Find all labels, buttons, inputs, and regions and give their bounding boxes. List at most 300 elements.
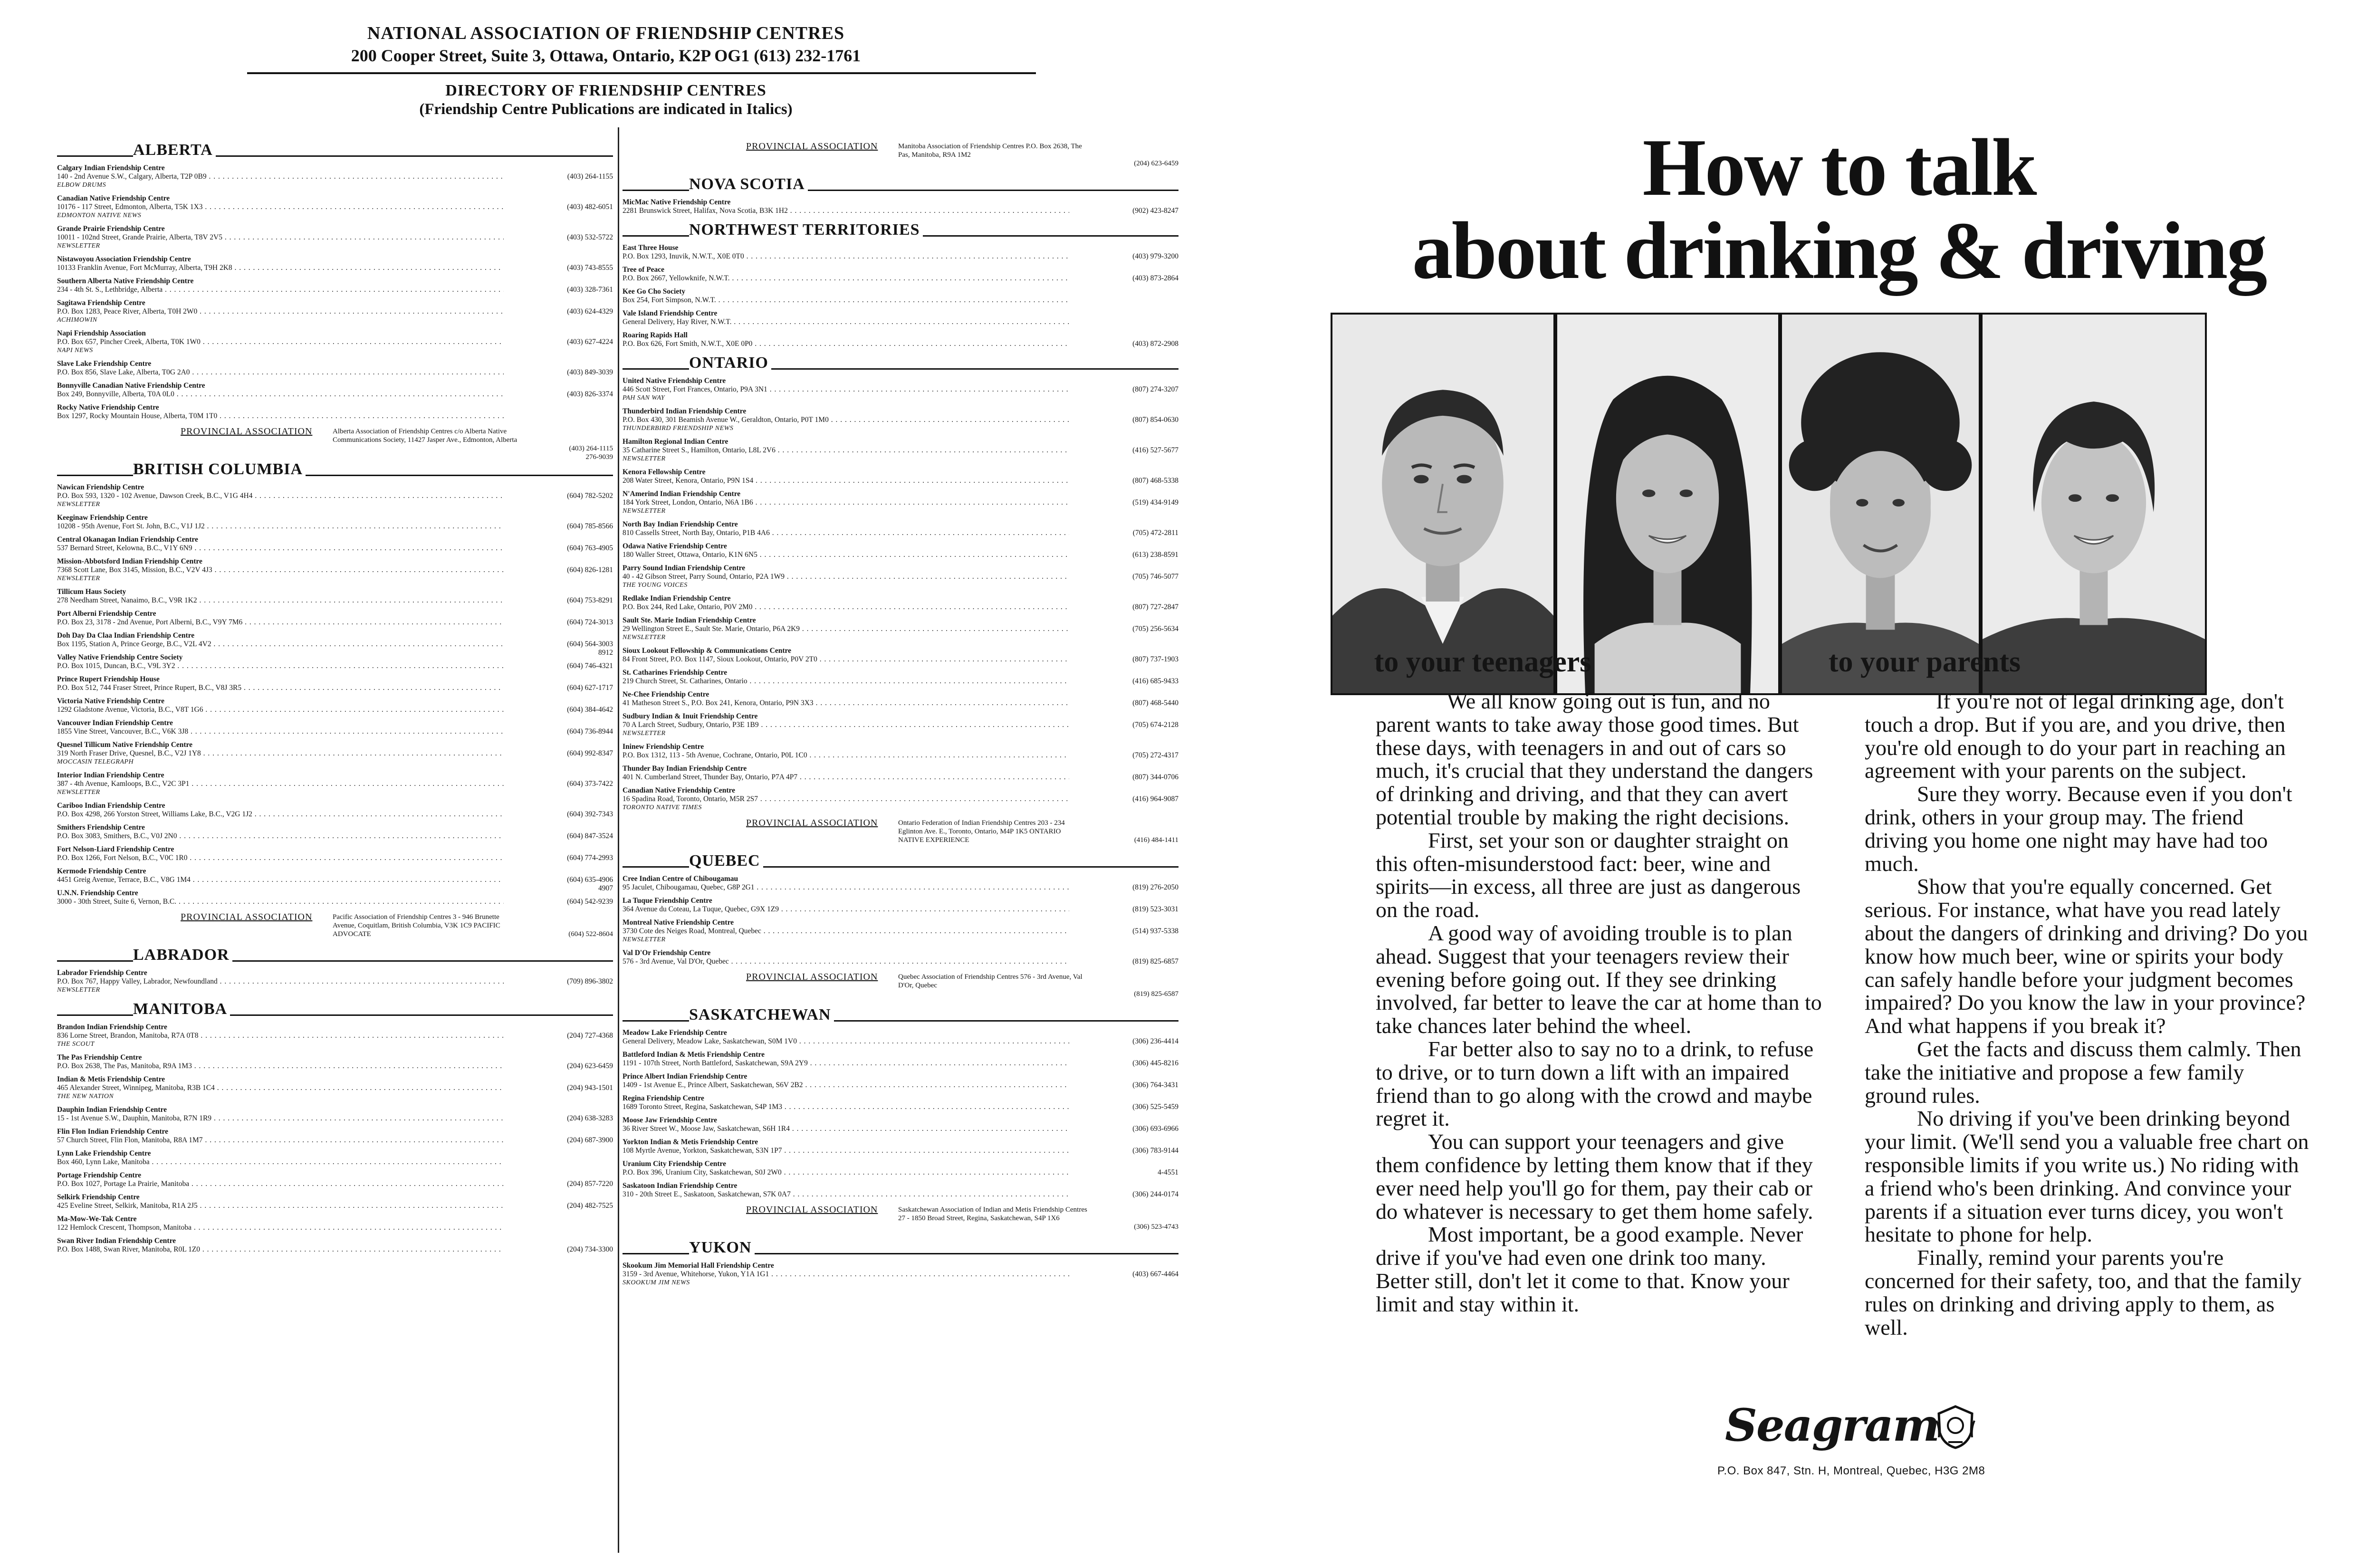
directory-entry [623,244,1178,261]
association-address: Saskatchewan Association of Indian and Metis Friendship Centres 27 - 1850 Broad Street, Regina, Saskatchewan, S4P 1X6 [898,1206,1087,1222]
centre-phone: (204) 734-3300 [567,1245,613,1253]
parents-body-column [1865,690,2311,1339]
centre-address: 84 Front Street, P.O. Box 1147, Sioux Lookout, Ontario, P0V 2T0 . . . [623,655,1069,664]
organization-address: 200 Cooper Street, Suite 3, Ottawa, Ontario, K2P OG1 (613) 232-1761 [351,46,861,65]
centre-phone: (403) 624-4329 [567,307,613,316]
directory-entry [623,712,1178,738]
centre-name: Indian & Metis Friendship Centre [57,1075,165,1083]
centre-phone: (204) 623-6459 [567,1062,613,1070]
centre-address: 425 Eveline Street, Selkirk, Manitoba, R1A 2J5 . . . [57,1202,504,1210]
centre-name: U.N.N. Friendship Centre [57,889,138,897]
centre-publication: PAH SAN WAY [623,394,665,402]
provincial-association-label: PROVINCIAL ASSOCIATION [746,818,878,828]
provincial-association [623,1205,1178,1233]
centre-address: P.O. Box 1027, Portage La Prairie, Manitoba . . . [57,1180,504,1188]
centre-phone: (604) 847-3524 [567,832,613,840]
centre-name: Thunder Bay Indian Friendship Centre [623,765,747,773]
provincial-association [623,819,1178,846]
directory-entry [57,741,613,766]
directory-entry [57,697,613,714]
centre-name: Roaring Rapids Hall [623,331,688,339]
centre-name: N'Amerind Indian Friendship Centre [623,490,741,498]
centre-name: Portage Friendship Centre [57,1171,142,1179]
ad-title-line-1: How to talk [1642,123,2036,213]
province-heading [57,997,613,1018]
centre-phone: (604) 746-4321 [567,662,613,670]
directory-title: DIRECTORY OF FRIENDSHIP CENTRES [445,82,766,99]
centre-publication: NEWSLETTER [57,242,100,249]
centre-name: Smithers Friendship Centre [57,823,145,832]
centre-phone: (807) 468-5440 [1132,699,1178,707]
directory-entry [57,1106,613,1123]
centre-address: P.O. Box 396, Uranium City, Saskatchewan, S0J 2W0 . . . [623,1168,1069,1177]
centre-phone: (306) 445-8216 [1132,1059,1178,1067]
centre-phone: (819) 276-2050 [1132,883,1178,891]
centre-name: Montreal Native Friendship Centre [623,918,734,927]
centre-phone: (709) 896-3802 [567,977,613,985]
directory-entry [623,1072,1178,1090]
directory-entry [57,1075,613,1101]
directory-entry [623,897,1178,914]
centre-name: Bonnyville Canadian Native Friendship Centre [57,382,205,390]
association-address: Alberta Association of Friendship Centres c/o Alberta Native Communications Society, 11427 Jasper Ave., Edmonton, Alberta [333,428,517,444]
parents-paragraph: Sure they worry. Because even if you don't drink, others in your group may. The friend driving you home one night may have had too much. [1865,782,2292,876]
province-section [57,943,613,994]
centre-name: Port Alberni Friendship Centre [57,610,156,618]
centre-publication: NEWSLETTER [623,507,666,515]
centre-name: Nawican Friendship Centre [57,483,144,491]
centre-phone: 4-4551 [1158,1168,1178,1176]
directory-entry [623,1051,1178,1068]
centre-name: Quesnel Tillicum Native Friendship Centre [57,741,193,749]
centre-name: United Native Friendship Centre [623,377,726,385]
centre-name: Doh Day Da Claa Indian Friendship Centre [57,631,195,640]
teens-paragraph: A good way of avoiding trouble is to plan ahead. Suggest that your teenagers review their evening before going out. If they see drinking involved, far better to leave the car at home than to take chances later behind the wheel. [1376,920,1822,1038]
centre-publication: ACHIMOWIN [57,316,97,324]
centre-name: Sault Ste. Marie Indian Friendship Centre [623,616,756,624]
centre-phone: (403) 328-7361 [567,286,613,294]
centre-phone: (705) 674-2128 [1132,721,1178,729]
centre-phone: (403) 849-3039 [567,368,613,376]
association-address: Manitoba Association of Friendship Centres P.O. Box 2638, The Pas, Manitoba, R9A 1M2 [898,143,1082,159]
centre-phone: (604) 826-1281 [567,566,613,574]
centre-address: 1292 Gladstone Avenue, Victoria, B.C., V8T 1G6 . . . [57,706,504,714]
parents-paragraph: Show that you're equally concerned. Get serious. For instance, what have you read lately about the dangers of drinking and driving? Do you know how much beer, wine or spirits your body can safely handle before your judgment becomes impaired? Do you know the law in your province? And what happens if you break it? [1865,874,2308,1038]
province-rule [57,1014,133,1016]
centre-address: 122 Hemlock Crescent, Thompson, Manitoba . . . [57,1224,504,1232]
centre-name: Canadian Native Friendship Centre [57,194,170,202]
directory-entry [57,1171,613,1188]
province-section [623,1003,1178,1233]
centre-phone: (807) 727-2847 [1132,603,1178,611]
directory-column-right [623,135,1178,1287]
centre-address: 36 River Street W., Moose Jaw, Saskatchewan, S6H 1R4 . . . [623,1125,1069,1133]
directory-entry [623,690,1178,708]
centre-address: 140 - 2nd Avenue S.W., Calgary, Alberta, T2P 0B9 . . . [57,172,504,181]
centre-name: Parry Sound Indian Friendship Centre [623,564,746,572]
centre-phone: (204) 638-3283 [567,1114,613,1122]
centre-address: P.O. Box 3083, Smithers, B.C., V0J 2N0 . . . [57,832,504,841]
centre-address: P.O. Box 1488, Swan River, Manitoba, R0L 1Z0 . . . [57,1245,504,1254]
centre-name: Interior Indian Friendship Centre [57,771,164,779]
centre-address: 836 Lorne Street, Brandon, Manitoba, R7A 0T8 . . . [57,1032,504,1040]
centre-phone: (416) 964-9087 [1132,795,1178,803]
centre-name: Cariboo Indian Friendship Centre [57,802,165,810]
centre-phone: (403) 627-4224 [567,338,613,346]
parents-paragraph: If you're not of legal drinking age, don't touch a drop. But if you are, and you drive, then you're old enough to do your part in reaching an agreement with your parents on the subject. [1865,689,2286,783]
seagram-logo [1725,1399,2010,1456]
centre-name: Thunderbird Indian Friendship Centre [623,407,747,415]
directory-entry [623,1262,1178,1287]
directory-entry [623,765,1178,782]
organization-name: NATIONAL ASSOCIATION OF FRIENDSHIP CENTRES [367,23,845,43]
centre-name: Vancouver Indian Friendship Centre [57,719,173,727]
centre-address: 446 Scott Street, Fort Frances, Ontario, P9A 3N1 . . . [623,385,1069,394]
centre-address: 3159 - 3rd Avenue, Whitehorse, Yukon, Y1A 1G1 . . . [623,1270,1069,1279]
portrait-man-photo [1331,313,1555,695]
portrait-short-hair-woman-photo [1981,313,2207,695]
directory-entry [57,653,613,670]
centre-phone: (403) 872-2908 [1132,340,1178,348]
centre-phone: (306) 783-9144 [1132,1147,1178,1155]
centre-address: P.O. Box 1283, Peace River, Alberta, T0H 2W0 . . . [57,307,504,316]
centre-name: Cree Indian Centre of Chibougamau [623,875,738,883]
province-heading [623,218,1178,239]
provincial-association-label: PROVINCIAL ASSOCIATION [746,972,878,982]
province-name: MANITOBA [133,1000,228,1018]
centre-address: 10133 Franklin Avenue, Fort McMurray, Alberta, T9H 2K8 . . . [57,264,504,272]
province-section [623,218,1178,348]
centre-phone: (604) 992-8347 [567,749,613,757]
centre-name: Fort Nelson-Liard Friendship Centre [57,845,174,853]
centre-address: 7368 Scott Lane, Box 3145, Mission, B.C., V2V 4J3 . . . [57,566,504,574]
centre-name: Kee Go Cho Society [623,287,686,296]
directory-entry [57,299,613,325]
centre-name: Flin Flon Indian Friendship Centre [57,1128,168,1136]
centre-name: Odawa Native Friendship Centre [623,542,727,550]
province-rule [57,155,133,157]
centre-address: 401 N. Cumberland Street, Thunder Bay, Ontario, P7A 4P7 . . . [623,773,1069,782]
centre-address: Box 460, Lynn Lake, Manitoba . . . [57,1158,504,1166]
province-name: LABRADOR [133,946,230,964]
centre-name: St. Catharines Friendship Centre [623,669,728,677]
centre-address: 364 Avenue du Coteau, La Tuque, Quebec, G9X 1Z9 . . . [623,905,1069,914]
centre-publication: EDMONTON NATIVE NEWS [57,212,142,219]
centre-address: 29 Wellington Street E., Sault Ste. Marie, Ontario, P6A 2K9 . . . [623,625,1069,633]
province-name: SASKATCHEWAN [689,1006,831,1023]
centre-address: 10208 - 95th Avenue, Fort St. John, B.C., V1J 1J2 . . . [57,522,504,531]
directory-entry [623,1116,1178,1133]
centre-phone-alt: 4907 [598,884,613,892]
province-rule [623,1253,689,1254]
directory-entry [57,719,613,736]
centre-phone: (902) 423-8247 [1132,207,1178,215]
centre-address: General Delivery, Hay River, N.W.T. . . . [623,318,1069,326]
directory-entry [623,594,1178,612]
association-phone: (604) 522-8604 [568,930,613,938]
brand-address: P.O. Box 847, Stn. H, Montreal, Quebec, H3G 2M8 [1717,1464,1985,1477]
province-rule [808,190,1178,191]
directory-entry [57,1023,613,1049]
provincial-association-label: PROVINCIAL ASSOCIATION [181,426,313,437]
directory-entry [623,669,1178,686]
teens-paragraph: First, set your son or daughter straight on this often-misunderstood fact: beer, wine and spirits—in excess, all three are just as dangerous on the road. [1376,828,1801,922]
centre-phone: (604) 373-7422 [567,780,613,788]
province-rule [57,475,133,476]
centre-name: Redlake Indian Friendship Centre [623,594,731,602]
centre-name: La Tuque Friendship Centre [623,897,712,905]
provincial-association-label: PROVINCIAL ASSOCIATION [746,141,878,152]
centre-address: 40 - 42 Gibson Street, Parry Sound, Ontario, P2A 1W9 . . . [623,573,1069,581]
directory-entry [57,277,613,294]
directory-entry [57,164,613,190]
province-heading [57,943,613,964]
centre-name: North Bay Indian Friendship Centre [623,520,738,528]
province-name: ONTARIO [689,354,768,372]
centre-address: 70 A Larch Street, Sudbury, Ontario, P3E 1B9 . . . [623,721,1069,729]
centre-phone: (403) 482-6051 [567,203,613,211]
centre-name: Dauphin Indian Friendship Centre [57,1106,167,1114]
provincial-association-label: PROVINCIAL ASSOCIATION [746,1205,878,1215]
centre-publication: NEWSLETTER [57,789,100,796]
centre-name: Regina Friendship Centre [623,1094,704,1102]
province-rule [623,1020,689,1022]
directory-entry [623,1094,1178,1111]
centre-name: Nistawoyou Association Friendship Centre [57,255,191,263]
directory-entry [623,1160,1178,1177]
centre-address: P.O. Box 593, 1320 - 102 Avenue, Dawson Creek, B.C., V1G 4H4 . . . [57,492,504,500]
centre-phone: (604) 782-5202 [567,492,613,500]
province-name: ALBERTA [133,141,213,159]
centre-address: 319 North Fraser Drive, Quesnel, B.C., V2J 1Y8 . . . [57,749,504,758]
province-rule [623,368,689,370]
centre-address: P.O. Box 767, Happy Valley, Labrador, Newfoundland . . . [57,977,504,986]
centre-name: Slave Lake Friendship Centre [57,360,152,368]
centre-name: Labrador Friendship Centre [57,969,147,977]
directory-entry [57,889,613,906]
centre-publication: NEWSLETTER [57,575,100,582]
centre-phone: (604) 635-4906 [567,876,613,884]
directory-entry [623,520,1178,537]
association-phone: (204) 623-6459 [1134,160,1178,167]
centre-name: Grande Prairie Friendship Centre [57,225,165,233]
centre-phone: (604) 384-4642 [567,706,613,714]
portrait-curly-hair-young-man-photo [1780,313,1981,695]
centre-name: Tillicum Haus Society [57,588,126,596]
centre-publication: NEWSLETTER [623,936,666,943]
page-gutter [1212,0,1255,1568]
centre-address: 10011 - 102nd Street, Grande Prairie, Alberta, T8V 2V5 . . . [57,233,504,242]
province-name: BRITISH COLUMBIA [133,460,303,478]
centre-phone: (807) 274-3207 [1132,385,1178,393]
centre-name: Prince Rupert Friendship House [57,675,160,683]
centre-address: 576 - 3rd Avenue, Val D'Or, Quebec . . . [623,957,1069,966]
centre-name: Hamilton Regional Indian Centre [623,438,728,446]
centre-publication: THE SCOUT [57,1041,95,1048]
teens-paragraph: Far better also to say no to a drink, to refuse to drive, or to turn down a lift with an impaired friend than to go along with the crowd and maybe regret it. [1376,1036,1814,1131]
province-rule [623,235,689,237]
parents-paragraph: Get the facts and discuss them calmly. Then take the initiative and propose a few family ground rules. [1865,1036,2301,1108]
centre-publication: THUNDERBIRD FRIENDSHIP NEWS [623,425,734,432]
centre-phone: (604) 785-8566 [567,522,613,530]
parents-paragraph: Finally, remind your parents you're concerned for their safety, too, and that the family rules on drinking and driving apply to them, as well. [1865,1245,2302,1339]
centre-name: Sioux Lookout Fellowship & Communications Centre [623,647,791,655]
directory-entry [57,845,613,862]
centre-phone: (403) 979-3200 [1132,252,1178,260]
province-heading [57,458,613,478]
directory-entry [57,867,613,892]
province-rule [230,1014,613,1016]
centre-phone: (204) 727-4368 [567,1032,613,1040]
teens-paragraph: We all know going out is fun, and no parent wants to take away those good times. But these days, with teenagers in and out of cars so much, it's crucial that they understand the dangers of drinking and driving, and that they can avert potential trouble by making the right decisions. [1376,689,1813,829]
centre-address: 537 Bernard Street, Kelowna, B.C., V1Y 6N9 . . . [57,544,504,553]
directory-entry [623,331,1178,348]
directory-entry [57,1128,613,1145]
centre-name: Uranium City Friendship Centre [623,1160,727,1168]
province-section [623,1236,1178,1287]
centre-phone: (705) 256-5634 [1132,625,1178,633]
province-heading [57,138,613,159]
directory-entry [623,875,1178,892]
centre-name: Prince Albert Indian Friendship Centre [623,1072,747,1080]
centre-name: Napi Friendship Association [57,329,146,337]
centre-publication: MOCCASIN TELEGRAPH [57,758,134,765]
province-rule [763,866,1178,868]
centre-phone: (604) 542-9239 [567,898,613,906]
directory-entry [57,557,613,583]
column-divider [618,127,619,1553]
centre-phone: (306) 764-3431 [1132,1081,1178,1089]
centre-name: Selkirk Friendship Centre [57,1193,140,1201]
centre-publication: NAPI NEWS [57,347,93,354]
crest-icon [1934,1404,1977,1449]
centre-address: 310 - 20th Street E., Saskatoon, Saskatchewan, S7K 0A7 . . . [623,1190,1069,1199]
centre-address: P.O. Box 2638, The Pas, Manitoba, R9A 1M3 . . . [57,1062,504,1071]
directory-entry [623,490,1178,516]
province-heading [623,1003,1178,1024]
centre-name: MicMac Native Friendship Centre [623,198,731,206]
centre-phone: (807) 854-0630 [1132,416,1178,424]
centre-name: Valley Native Friendship Centre Society [57,653,183,661]
centre-address: P.O. Box 1015, Duncan, B.C., V9L 3Y2 . . . [57,662,504,670]
teens-paragraph: Most important, be a good example. Never drive if you've had even one drink too many. Better still, don't let it come to that. Know your limit and stay within it. [1376,1222,1803,1316]
centre-name: Keeginaw Friendship Centre [57,514,148,522]
centre-address: P.O. Box 626, Fort Smith, N.W.T., X0E 0P0 . . . [623,340,1069,348]
centre-phone: (819) 523-3031 [1132,905,1178,913]
province-name: NOVA SCOTIA [689,175,805,193]
province-section [57,458,613,940]
directory-entry [57,535,613,553]
centre-phone: (416) 685-9433 [1132,677,1178,685]
centre-address: 180 Waller Street, Ottawa, Ontario, K1N 6N5 . . . [623,551,1069,559]
centre-phone: (403) 532-5722 [567,233,613,241]
directory-entry [57,771,613,797]
centre-name: Kermode Friendship Centre [57,867,146,875]
provincial-association [57,913,613,940]
directory-entry [57,360,613,377]
centre-phone: (604) 774-2993 [567,854,613,862]
centre-phone: (306) 236-4414 [1132,1037,1178,1045]
directory-entry [57,382,613,399]
centre-name: Victoria Native Friendship Centre [57,697,165,705]
centre-phone: (403) 264-1155 [567,172,613,181]
province-rule [923,235,1178,237]
province-name: QUEBEC [689,852,760,870]
association-address: Quebec Association of Friendship Centres 576 - 3rd Avenue, Val D'Or, Quebec [898,973,1083,989]
header-rule [247,72,1036,74]
centre-address: 1409 - 1st Avenue E., Prince Albert, Saskatchewan, S6V 2B2 . . . [623,1081,1069,1090]
centre-phone: (306) 693-6966 [1132,1125,1178,1133]
association-address: Pacific Association of Friendship Centres 3 - 946 Brunette Avenue, Coquitlam, British Columbia, V3K 1C9 PACIFIC ADVOCATE [333,913,500,938]
centre-publication: NEWSLETTER [623,730,666,737]
portrait-young-woman-photo [1555,313,1780,695]
centre-name: Central Okanagan Indian Friendship Centre [57,535,198,544]
centre-address: 1191 - 107th Street, North Battleford, Saskatchewan, S9A 2Y9 . . . [623,1059,1069,1068]
centre-address: Box 249, Bonnyville, Alberta, T0A 0L0 . . . [57,390,504,399]
centre-address: 219 Church Street, St. Catharines, Ontario . . . [623,677,1069,686]
province-section [57,997,613,1254]
centre-phone: (604) 627-1717 [567,684,613,692]
centre-name: Val D'Or Friendship Centre [623,949,711,957]
province-name: YUKON [689,1239,752,1256]
centre-phone: (306) 244-0174 [1132,1190,1178,1198]
centre-address: 4451 Greig Avenue, Terrace, B.C., V8G 1M4 . . . [57,876,504,884]
centre-address: 1855 Vine Street, Vancouver, B.C., V6K 3J8 . . . [57,727,504,736]
association-phone: (416) 484-1411 [1134,836,1178,844]
association-phone-alt: 276-9039 [585,453,613,461]
centre-address: General Delivery, Meadow Lake, Saskatchewan, S0M 1V0 . . . [623,1037,1069,1046]
centre-phone: (807) 344-0706 [1132,773,1178,781]
association-phone: (819) 825-6587 [1134,990,1178,998]
centre-phone: (403) 743-8555 [567,264,613,272]
directory-entry [57,610,613,627]
heading-to-your-teenagers: to your teenagers [1374,646,1591,678]
centre-name: East Three House [623,244,679,252]
centre-publication: NEWSLETTER [623,634,666,641]
centre-name: Tree of Peace [623,266,665,274]
directory-entry [623,564,1178,590]
centre-phone: (604) 753-8291 [567,596,613,604]
directory-entry [623,918,1178,944]
province-rule [755,1253,1178,1254]
directory-entry [623,438,1178,463]
directory-entry [57,1149,613,1166]
centre-name: Sagitawa Friendship Centre [57,299,145,307]
centre-phone: (204) 687-3900 [567,1136,613,1144]
directory-note: (Friendship Centre Publications are indicated in Italics) [419,101,793,118]
centre-address: P.O. Box 1266, Fort Nelson, B.C., V0C 1R0 . . . [57,854,504,862]
province-rule [232,960,613,962]
centre-name: Canadian Native Friendship Centre [623,786,735,794]
centre-name: The Pas Friendship Centre [57,1053,142,1061]
centre-address: P.O. Box 512, 744 Fraser Street, Prince Rupert, B.C., V8J 3R5 . . . [57,684,504,692]
province-rule [771,368,1178,370]
province-heading [623,849,1178,870]
centre-phone: (705) 746-5077 [1132,573,1178,581]
centre-publication: THE NEW NATION [57,1093,114,1100]
centre-phone: (204) 857-7220 [567,1180,613,1188]
centre-phone: (613) 238-8591 [1132,551,1178,559]
directory-entry [623,786,1178,812]
directory-entry [57,194,613,220]
directory-entry [623,949,1178,966]
directory-entry [57,1193,613,1210]
centre-address: P.O. Box 244, Red Lake, Ontario, P0V 2M0 . . . [623,603,1069,612]
directory-entry [623,266,1178,283]
directory-entry [623,1029,1178,1046]
centre-address: P.O. Box 23, 3178 - 2nd Avenue, Port Alberni, B.C., V9Y 7M6 . . . [57,618,504,627]
directory-entry [57,969,613,994]
